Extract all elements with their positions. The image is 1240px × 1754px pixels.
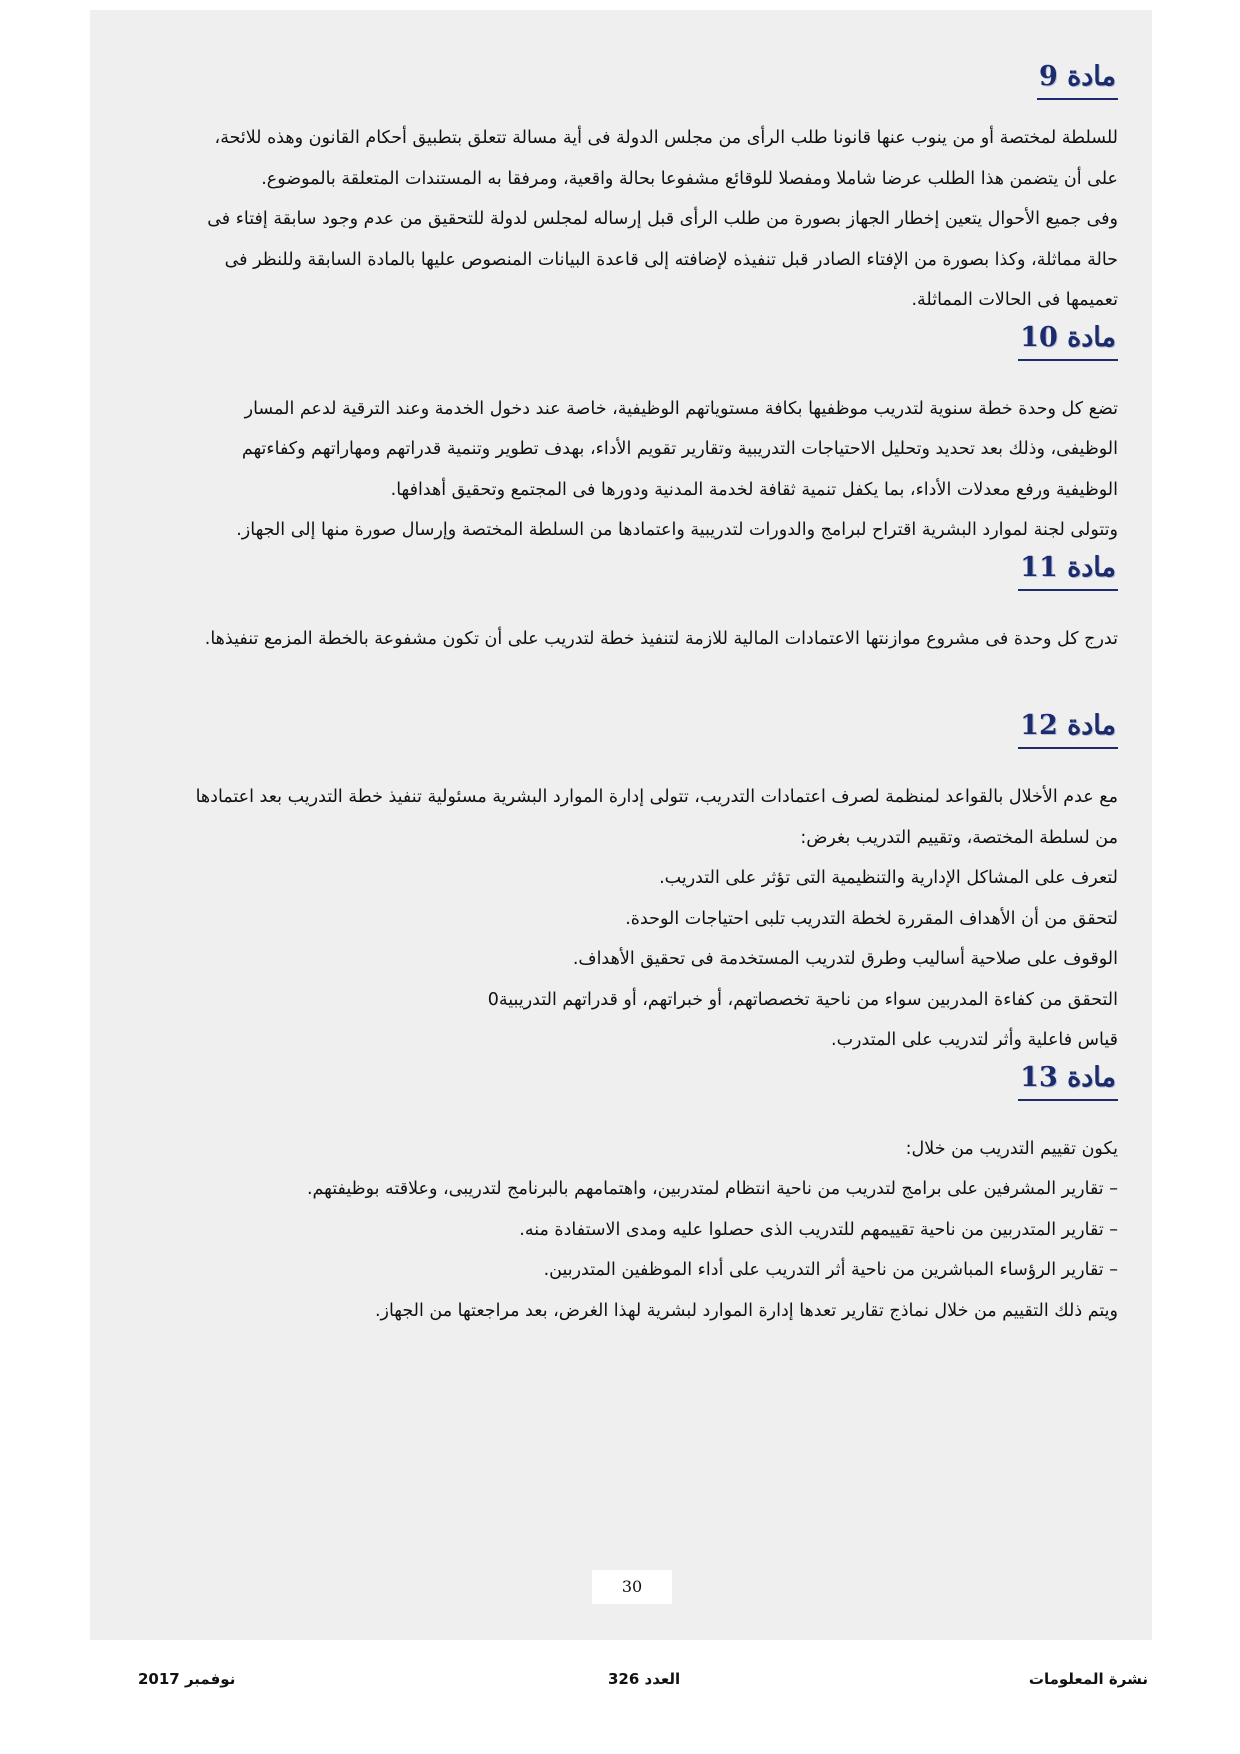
article-12-list-item: التحقق من كفاءة المدربين سواء من ناحية تخصصاتهم، أو خبراتهم، أو قدراتهم التدريبية0 [487,989,1118,1010]
article-9-line: للسلطة لمختصة أو من ينوب عنها قانونا طلب الرأى من مجلس الدولة فى أية مسالة تتعلق بتطبيق أحكام القانون وهذه للائحة، [214,128,1118,148]
article-13-line: ويتم ذلك التقييم من خلال نماذج تقارير تعدها إدارة الموارد لبشرية لهذا الغرض، بعد مراجعتها من الجهاز. [374,1300,1118,1321]
article-10-heading: مادة 10 [112,321,1118,365]
page-footer [138,1670,1148,1700]
article-12-line: من لسلطة المختصة، وتقييم التدريب بغرض: [800,827,1118,848]
article-12-list-item: لتحقق من أن الأهداف المقررة لخطة التدريب تلبى احتياجات الوحدة. [625,908,1118,929]
article-12-line: مع عدم الأخلال بالقواعد لمنظمة لصرف اعتمادات التدريب، تتولى إدارة الموارد البشرية مسئولية تنفيذ خطة التدريب بعد اعتمادها [195,787,1118,807]
article-13-list-item: – تقارير المشرفين على برامج لتدريب من ناحية انتظام لمتدربين، واهتمامهم بالبرنامج لتدريبى، وعلاقته بوظيفتهم. [306,1179,1118,1199]
article-10-line: وتتولى لجنة لموارد البشرية اقتراح لبرامج والدورات لتدريبية واعتمادها من السلطة المختصة وإرسال صورة منها إلى الجهاز. [236,520,1118,540]
article-9-line: على أن يتضمن هذا الطلب عرضا شاملا ومفصلا للوقائع مشفوعا بحالة واقعية، ومرفقا به المستندات المتعلقة بالموضوع. [261,168,1118,189]
article-10-line: الوظيفى، وذلك بعد تحديد وتحليل الاحتياجات التدريبية وتقارير تقويم الأداء، بهدف تطوير وتنمية قدراتهم ومهاراتهم وكفاءتهم [241,439,1118,459]
article-13-list-item: – تقارير المتدربين من ناحية تقييمهم للتدريب الذى حصلوا عليه ومدى الاستفادة منه. [519,1219,1118,1240]
page-number: 30 [592,1570,672,1604]
article-9-line: تعميمها فى الحالات المماثلة. [911,290,1118,310]
article-9-line: حالة مماثلة، وكذا بصورة من الإفتاء الصادر قبل تنفيذه لإضافته إلى قاعدة البيانات المنصوص عليها بالمادة السابقة وللنظر فى [224,249,1118,270]
article-12-list-item: الوقوف على صلاحية أساليب وطرق لتدريب المستخدمة فى تحقيق الأهداف. [572,949,1118,969]
article-11-heading: مادة 11 [112,551,1118,595]
article-12-list-item: قياس فاعلية وأثر لتدريب على المتدرب. [831,1030,1118,1050]
article-10-line: الوظيفية ورفع معدلات الأداء، بما يكفل تنمية ثقافة لخدمة المدنية ودورها فى المجتمع وتحقيق أهدافها. [390,479,1118,500]
article-11-line: تدرج كل وحدة فى مشروع موازنتها الاعتمادات المالية للازمة لتنفيذ خطة لتدريب على أن تكون مشفوعة بالخطة المزمع تنفيذها. [204,628,1118,649]
article-10-line: تضع كل وحدة خطة سنوية لتدريب موظفيها بكافة مستوياتهم الوظيفية، خاصة عند دخول الخدمة وعند الترقية لدعم المسار [244,398,1118,419]
article-9-heading: مادة 9 [112,60,1118,104]
footer-date: نوفمبر 2017 [138,1670,236,1688]
article-13-list-item: – تقارير الرؤساء المباشرين من ناحية أثر التدريب على أداء الموظفين المتدربين. [543,1260,1118,1280]
article-9-line: وفى جميع الأحوال يتعين إخطار الجهاز بصورة من طلب الرأى قبل إرساله لمجلس لدولة للتحقيق من عدم وجود سابقة إفتاء فى [207,209,1118,229]
article-12-list-item: لتعرف على المشاكل الإدارية والتنظيمية التى تؤثر على التدريب. [659,868,1118,888]
article-13-heading: مادة 13 [112,1061,1118,1105]
document-body [112,60,1118,1331]
footer-issue: العدد 326 [608,1670,681,1688]
article-13-line: يكون تقييم التدريب من خلال: [905,1138,1118,1159]
page-sheet [90,10,1152,1640]
footer-publication: نشرة المعلومات [1028,1670,1148,1688]
article-12-heading: مادة 12 [112,709,1118,753]
